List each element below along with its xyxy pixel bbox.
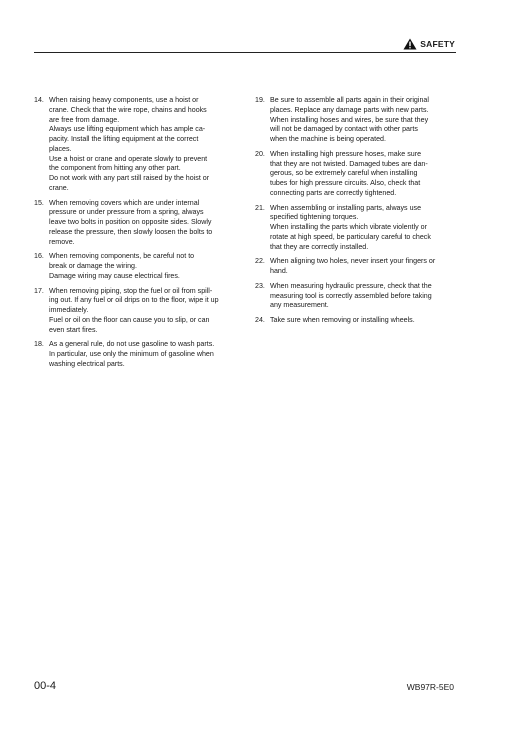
text-line: When assembling or installing parts, always use [270,203,422,212]
text-line: When measuring hydraulic pressure, check that the [270,281,432,290]
page-number: 00-4 [34,680,57,692]
text-line: immediately. [49,306,89,314]
header-rule [34,52,456,53]
list-item [255,316,451,326]
item-text [270,316,451,326]
text-line: that they are correctly installed. [270,242,369,251]
text-line: In particular, use only the minimum of gasoline when [49,350,214,358]
item-text [49,287,230,336]
text-line: measuring tool is correctly assembled before taking [270,291,432,300]
item-number: 22. [255,257,265,266]
text-line: When removing piping, stop the fuel or oil from spill- [49,286,213,295]
document-code: WB97R-5E0 [406,682,454,692]
text-line: connecting parts are correctly tightened. [270,188,397,197]
text-line: Always use lifting equipment which has ample ca- [49,125,206,134]
text-line: Be sure to assemble all parts again in their original [270,96,429,104]
item-text [49,340,230,369]
item-number: 14. [34,96,44,104]
text-line: washing electrical parts. [49,359,125,368]
text-line: gerous, so be extremely careful when installing [270,169,418,178]
item-number: 15. [34,198,44,207]
text-line: the component from hitting any other part. [49,164,181,173]
list-item [255,257,451,277]
text-line: that they are not twisted. Damaged tubes are dan- [270,159,428,168]
text-line: even start fires. [49,325,98,334]
item-text [49,96,230,194]
left-column [34,96,230,375]
section-title: SAFETY [420,39,455,49]
text-line: crane. [49,183,69,192]
text-line: When installing hoses and wires, be sure that they [270,115,429,124]
item-text [270,257,451,277]
text-line: When aligning two holes, never insert your fingers or [270,257,436,266]
text-line: Do not work with any part still raised by the hoist or [49,174,210,182]
item-number: 19. [255,96,265,104]
text-line: places. Replace any damage parts with new parts. [270,105,429,114]
item-text [270,204,451,253]
section-header [403,38,455,50]
text-line: release the pressure, then slowly loosen the bolts to [49,227,213,236]
text-line: specified tightening torques. [270,213,359,222]
text-line: will not be damaged by contact with other parts [270,125,418,134]
list-item [34,96,230,194]
text-line: places. [49,144,72,153]
item-number: 24. [255,316,265,324]
text-line: When installing high pressure hoses, make sure [270,149,422,158]
item-number: 18. [34,340,44,349]
text-line: break or damage the wiring. [49,262,137,270]
item-text [49,199,230,248]
text-line: As a general rule, do not use gasoline to wash parts. [49,340,215,349]
text-line: any measurement. [270,301,329,310]
list-item [255,150,451,199]
item-text [270,282,451,311]
item-number: 16. [34,252,44,261]
text-line: tubes for high pressure circuits. Also, check that [270,179,421,187]
text-line: When installing the parts which vibrate violently or [270,223,427,231]
item-number: 23. [255,281,265,290]
list-item [34,199,230,248]
item-number: 17. [34,286,44,295]
item-number: 21. [255,203,265,212]
item-text [270,96,451,145]
text-line: are free from damage. [49,115,120,124]
text-line: Use a hoist or crane and operate slowly to prevent [49,154,208,163]
text-line: Fuel or oil on the floor can cause you to slip, or can [49,315,210,324]
item-text [270,150,451,199]
right-column [255,96,451,331]
text-line: When removing components, be careful not to [49,252,195,261]
text-line: leave two bolts in position on opposite sides. Slowly [49,218,212,226]
text-line: Take sure when removing or installing wheels. [270,316,415,324]
text-line: rotate at high speed, be particulary careful to check [270,232,431,241]
list-item [34,287,230,336]
text-line: pacity. Install the lifting equipment at the correct [49,135,199,143]
text-line: crane. Check that the wire rope, chains and hooks [49,105,207,114]
text-line: hand. [270,267,288,275]
item-text [49,252,230,281]
list-item [255,282,451,311]
list-item [255,96,451,145]
text-line: When raising heavy components, use a hoist or [49,96,199,104]
text-line: when the machine is being operated. [270,135,386,143]
text-line: pressure or under pressure from a spring, always [49,208,204,217]
text-line: Damage wiring may cause electrical fires. [49,271,180,280]
text-line: ing out. If any fuel or oil drips on to the floor, wipe it up [49,296,219,305]
list-item [255,204,451,253]
text-line: When removing covers which are under internal [49,198,200,207]
list-item [34,252,230,281]
text-line: remove. [49,237,75,246]
list-item [34,340,230,369]
item-number: 20. [255,149,265,158]
warning-triangle-icon [403,38,417,50]
